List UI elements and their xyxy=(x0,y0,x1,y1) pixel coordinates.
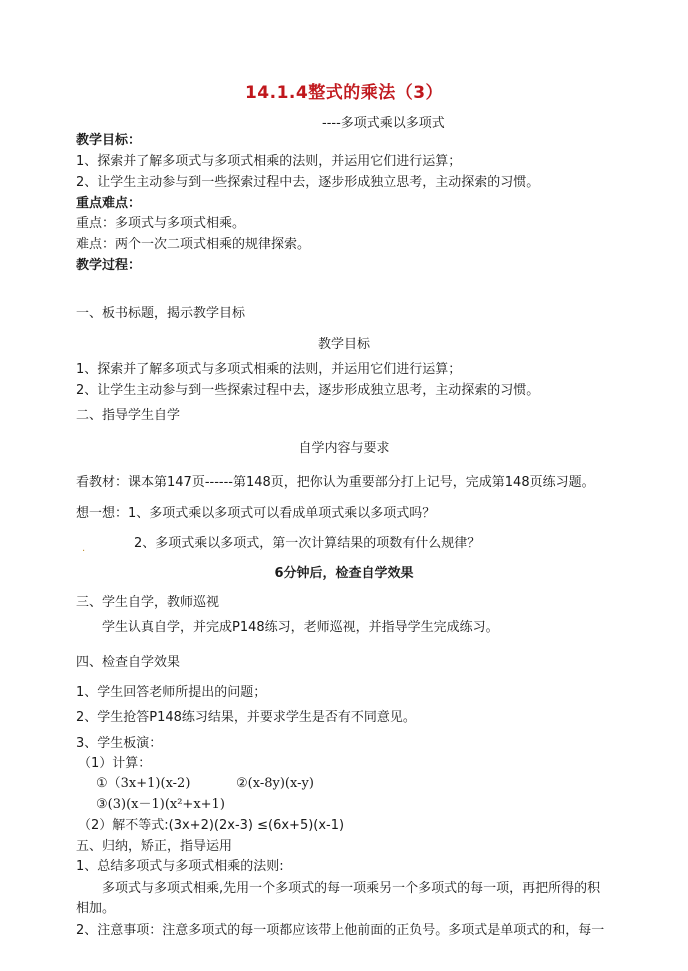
check-3: 3、学生板演： xyxy=(76,736,163,751)
think-question-1: 想一想：1、多项式乘以多项式可以看成单项式乘以多项式吗？ xyxy=(76,506,436,521)
calc-item-1: ①（3x+1)(x-2) xyxy=(96,776,191,791)
goals-center-heading: 教学目标 xyxy=(317,337,370,352)
step-1: 一、板书标题，揭示教学目标 xyxy=(76,306,246,321)
step-3: 三、学生自学，教师巡视 xyxy=(76,595,220,610)
calc-item-3: ③(3)(x－1)(x²+x+1) xyxy=(96,797,225,812)
self-study-heading: 自学内容与要求 xyxy=(298,441,390,456)
summary-1: 1、总结多项式与多项式相乘的法则: xyxy=(76,859,284,874)
step-3-detail: 学生认真自学，并完成P148练习，老师巡视，并指导学生完成练习。 xyxy=(102,620,499,635)
summary-1-detail-b: 相加。 xyxy=(76,901,116,916)
process-goal-2: 2、让学生主动参与到一些探索过程中去，逐步形成独立思考，主动探索的习惯。 xyxy=(76,383,540,398)
goal-1: 1、探索并了解多项式与多项式相乘的法则，并运用它们进行运算； xyxy=(76,154,462,169)
difficulty: 难点：两个一次二项式相乘的规律探索。 xyxy=(76,237,311,252)
check-2: 2、学生抢答P148练习结果，并要求学生是否有不同意见。 xyxy=(76,710,416,725)
goals-heading: 教学目标： xyxy=(76,133,142,148)
page-title: 14.1.4整式的乘法（3） xyxy=(244,83,444,103)
summary-1-detail-a: 多项式与多项式相乘,先用一个多项式的每一项乘另一个多项式的每一项，再把所得的积 xyxy=(102,881,601,896)
step-5: 五、归纳，矫正，指导运用 xyxy=(76,839,233,854)
step-4: 四、检查自学效果 xyxy=(76,655,181,670)
stray-dot: . xyxy=(82,543,86,554)
six-minutes-heading: 6分钟后，检查自学效果 xyxy=(274,566,414,581)
think-question-2: 2、多项式乘以多项式，第一次计算结果的项数有什么规律？ xyxy=(134,536,481,551)
keypoints-heading: 重点难点： xyxy=(76,196,142,211)
inequality-task: （2）解不等式:(3x+2)(2x-3) ≤(6x+5)(x-1) xyxy=(78,818,345,833)
process-goal-1: 1、探索并了解多项式与多项式相乘的法则，并运用它们进行运算； xyxy=(76,362,462,377)
step-2: 二、指导学生自学 xyxy=(76,408,181,423)
keypoint: 重点：多项式与多项式相乘。 xyxy=(76,216,246,231)
check-1: 1、学生回答老师所提出的问题； xyxy=(76,685,267,700)
summary-2: 2、注意事项：注意多项式的每一项都应该带上他前面的正负号。多项式是单项式的和，每一 xyxy=(76,923,605,938)
process-heading: 教学过程： xyxy=(76,258,142,273)
read-instructions: 看教材：课本第147页------第148页，把你认为重要部分打上记号，完成第148页练习题。 xyxy=(76,475,595,490)
goal-2: 2、让学生主动参与到一些探索过程中去，逐步形成独立思考，主动探索的习惯。 xyxy=(76,175,540,190)
page-subtitle: ----多项式乘以多项式 xyxy=(322,116,445,131)
calc-item-2: ②(x-8y)(x-y) xyxy=(236,776,314,791)
calc-label: （1）计算： xyxy=(78,756,152,771)
